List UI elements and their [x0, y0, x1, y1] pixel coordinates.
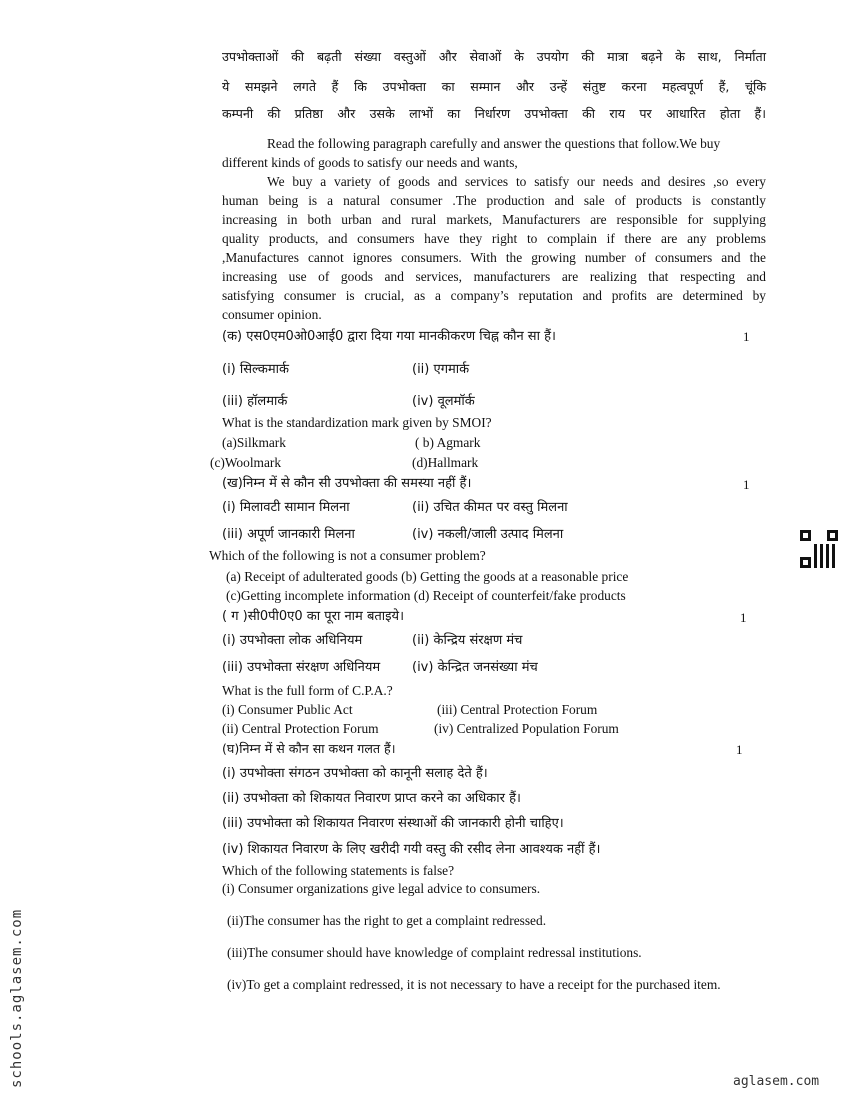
- q2-option-hindi: (iv) नकली/जाली उत्पाद मिलना: [412, 527, 564, 542]
- hindi-paragraph-line: उपभोक्ताओं की बढ़ती संख्या वस्तुओं और सेवाओं के उपयोग की मात्रा बढ़ने के साथ, निर्माता: [222, 49, 766, 64]
- q3-option-english: (iii) Central Protection Forum: [437, 702, 598, 717]
- passage-line: increasing in both urban and rural markets, Manufacturers are responsible for supplying: [222, 212, 766, 227]
- q2-option-hindi: (iii) अपूर्ण जानकारी मिलना: [222, 527, 355, 542]
- question-1-marks: 1: [743, 329, 750, 344]
- passage-line: increasing use of goods and services, manufacturers are realizing that respecting and: [222, 269, 766, 284]
- q1-option-english: (a)Silkmark: [222, 435, 286, 450]
- q3-option-hindi: (i) उपभोक्ता लोक अधिनियम: [222, 633, 363, 648]
- q1-option-english: (d)Hallmark: [412, 455, 479, 470]
- question-2-hindi: (ख)निम्न में से कौन सी उपभोक्ता की समस्या नहीं हैं।: [222, 476, 472, 491]
- q4-option-english: (ii)The consumer has the right to get a complaint redressed.: [227, 913, 547, 928]
- q1-option-english: ( b) Agmark: [415, 435, 481, 450]
- question-3-english: What is the full form of C.P.A.?: [222, 683, 393, 698]
- question-2-english: Which of the following is not a consumer problem?: [209, 548, 486, 563]
- footer-watermark: aglasem.com: [733, 1074, 820, 1089]
- question-4-hindi: (घ)निम्न में से कौन सा कथन गलत हैं।: [222, 741, 396, 756]
- q1-option-hindi: (iv) वूलमॉर्क: [412, 394, 475, 409]
- q3-option-hindi: (iii) उपभोक्ता संरक्षण अधिनियम: [222, 660, 381, 675]
- q3-option-english: (iv) Centralized Population Forum: [434, 721, 619, 736]
- question-4-marks: 1: [736, 742, 743, 757]
- hindi-paragraph-line: कम्पनी की प्रतिष्ठा और उसके लाभों का निर्धारण उपभोक्ता की राय पर आधारित होता हैं।: [222, 106, 766, 121]
- question-4-english: Which of the following statements is false?: [222, 863, 455, 878]
- q2-option-hindi: (ii) उचित कीमत पर वस्तु मिलना: [412, 500, 568, 515]
- q4-option-hindi: (iii) उपभोक्ता को शिकायत निवारण संस्थाओं की जानकारी होनी चाहिए।: [222, 816, 564, 831]
- side-watermark: schools.aglasem.com: [9, 908, 25, 1088]
- q4-option-hindi: (i) उपभोक्ता संगठन उपभोक्ता को कानूनी सलाह देते हैं।: [222, 766, 488, 781]
- passage-line: satisfying consumer is crucial, as a company’s reputation and profits are determined by: [222, 288, 766, 303]
- question-2-marks: 1: [743, 477, 750, 492]
- hindi-paragraph-line: ये समझने लगते हैं कि उपभोक्ता का सम्मान और उन्हें संतुष्ट करना महत्वपूर्ण हैं, चूंकि: [222, 79, 766, 94]
- passage-line: quality products, and consumers have they right to complain if there are any problems: [222, 231, 766, 246]
- q2-option-english: (a) Receipt of adulterated goods (b) Getting the goods at a reasonable price: [226, 569, 629, 584]
- passage-line: ,Manufactures cannot ignores consumers. With the growing number of consumers and the: [222, 250, 766, 265]
- q2-option-english: (c)Getting incomplete information (d) Receipt of counterfeit/fake products: [226, 588, 626, 603]
- qr-code-icon[interactable]: [800, 530, 838, 568]
- q3-option-hindi: (ii) केन्द्रिय संरक्षण मंच: [412, 633, 523, 648]
- question-1-english: What is the standardization mark given by SMOI?: [222, 415, 492, 430]
- q3-option-english: (ii) Central Protection Forum: [222, 721, 379, 736]
- q1-option-hindi: (ii) एगमार्क: [412, 362, 470, 377]
- question-3-hindi: ( ग )सी0पी0ए0 का पूरा नाम बताइये।: [222, 609, 404, 624]
- q1-option-english: (c)Woolmark: [210, 455, 282, 470]
- q1-option-hindi: (iii) हॉलमार्क: [222, 394, 288, 409]
- question-1-hindi: (क) एस0एम0ओ0आई0 द्वारा दिया गया मानकीकरण चिह्न कौन सा हैं।: [222, 329, 556, 344]
- passage-line: We buy a variety of goods and services to satisfy our needs and desires ,so every: [267, 174, 766, 189]
- q2-option-hindi: (i) मिलावटी सामान मिलना: [222, 500, 350, 515]
- q4-option-english: (iii)The consumer should have knowledge of complaint redressal institutions.: [227, 945, 642, 960]
- q1-option-hindi: (i) सिल्कमार्क: [222, 362, 290, 377]
- q4-option-english: (iv)To get a complaint redressed, it is not necessary to have a receipt for the purchased item.: [227, 977, 721, 992]
- q3-option-hindi: (iv) केन्द्रित जनसंख्या मंच: [412, 660, 538, 675]
- passage-line: consumer opinion.: [222, 307, 322, 322]
- q3-option-english: (i) Consumer Public Act: [222, 702, 353, 717]
- passage-instruction: Read the following paragraph carefully and answer the questions that follow.We buy: [267, 136, 721, 151]
- question-3-marks: 1: [740, 610, 747, 625]
- q4-option-english: (i) Consumer organizations give legal advice to consumers.: [222, 881, 541, 896]
- q4-option-hindi: (iv) शिकायत निवारण के लिए खरीदी गयी वस्तु की रसीद लेना आवश्यक नहीं हैं।: [222, 842, 601, 857]
- passage-line: different kinds of goods to satisfy our needs and wants,: [222, 155, 518, 170]
- q4-option-hindi: (ii) उपभोक्ता को शिकायत निवारण प्राप्त करने का अधिकार हैं।: [222, 791, 521, 806]
- passage-line: human being is a natural consumer .The production and sale of products is constantly: [222, 193, 766, 208]
